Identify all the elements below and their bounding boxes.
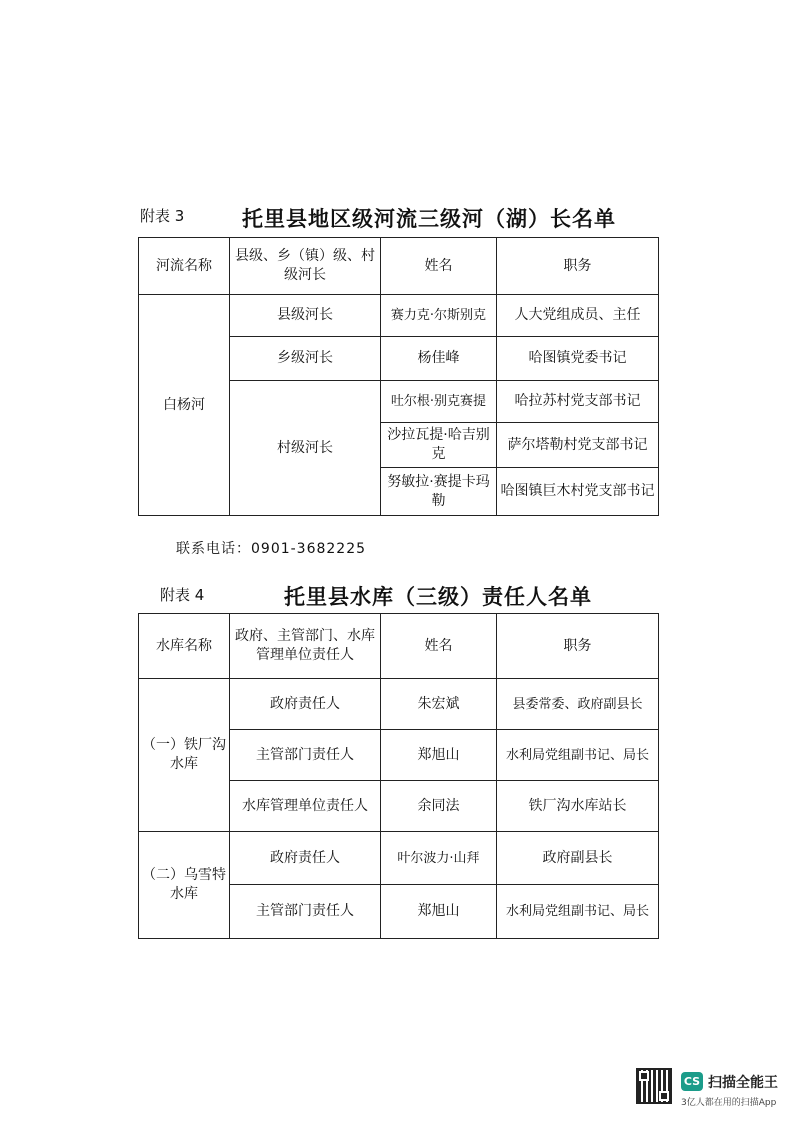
name-cell: 郑旭山: [381, 885, 497, 939]
camscanner-logo-icon: CS: [681, 1072, 703, 1091]
header-reservoir-name: 水库名称: [139, 614, 230, 679]
position-cell: 萨尔塔勒村党支部书记: [497, 423, 659, 468]
position-cell: 哈图镇党委书记: [497, 337, 659, 381]
position-cell: 铁厂沟水库站长: [497, 781, 659, 832]
name-cell: 叶尔波力·山拜: [381, 832, 497, 885]
reservoir-responsible-table: [138, 613, 659, 939]
table3-label: 附表 3: [140, 207, 185, 225]
river-name-cell: 白杨河: [139, 295, 230, 516]
qr-code-icon: [636, 1068, 672, 1104]
role-cell: 政府责任人: [230, 679, 381, 730]
table-header-row: [139, 238, 659, 295]
name-cell: 郑旭山: [381, 730, 497, 781]
role-cell: 水库管理单位责任人: [230, 781, 381, 832]
header-river-name: 河流名称: [139, 238, 230, 295]
table-row: [139, 295, 659, 337]
scanner-tagline: 3亿人都在用的扫描App: [681, 1098, 777, 1108]
chief-level-cell: 村级河长: [230, 381, 381, 516]
table3-title: 托里县地区级河流三级河（湖）长名单: [242, 207, 616, 231]
role-cell: 主管部门责任人: [230, 885, 381, 939]
reservoir-name-cell: （二）乌雪特水库: [139, 832, 230, 939]
position-cell: 哈拉苏村党支部书记: [497, 381, 659, 423]
chief-level-cell: 乡级河长: [230, 337, 381, 381]
position-cell: 政府副县长: [497, 832, 659, 885]
header-chief-level: 县级、乡（镇）级、村级河长: [230, 238, 381, 295]
reservoir-name-cell: （一）铁厂沟水库: [139, 679, 230, 832]
name-cell: 杨佳峰: [381, 337, 497, 381]
table4-title: 托里县水库（三级）责任人名单: [284, 585, 592, 609]
header-name: 姓名: [381, 238, 497, 295]
position-cell: 县委常委、政府副县长: [497, 679, 659, 730]
role-cell: 主管部门责任人: [230, 730, 381, 781]
table-header-row: [139, 614, 659, 679]
scanner-brand: 扫描全能王: [708, 1075, 778, 1091]
chief-level-cell: 县级河长: [230, 295, 381, 337]
name-cell: 赛力克·尔斯别克: [381, 295, 497, 337]
header-position: 职务: [497, 614, 659, 679]
table-row: [139, 679, 659, 730]
position-cell: 哈图镇巨木村党支部书记: [497, 468, 659, 516]
name-cell: 吐尔根·别克赛提: [381, 381, 497, 423]
header-position: 职务: [497, 238, 659, 295]
position-cell: 水利局党组副书记、局长: [497, 885, 659, 939]
role-cell: 政府责任人: [230, 832, 381, 885]
position-cell: 水利局党组副书记、局长: [497, 730, 659, 781]
name-cell: 朱宏斌: [381, 679, 497, 730]
name-cell: 努敏拉·赛提卡玛勒: [381, 468, 497, 516]
river-chief-table: [138, 237, 659, 516]
table-row: [139, 832, 659, 885]
name-cell: 余同法: [381, 781, 497, 832]
table4-label: 附表 4: [160, 586, 205, 604]
contact-phone: 联系电话：0901-3682225: [176, 541, 367, 557]
name-cell: 沙拉瓦提·哈吉别克: [381, 423, 497, 468]
header-name: 姓名: [381, 614, 497, 679]
position-cell: 人大党组成员、主任: [497, 295, 659, 337]
header-responsible-role: 政府、主管部门、水库管理单位责任人: [230, 614, 381, 679]
